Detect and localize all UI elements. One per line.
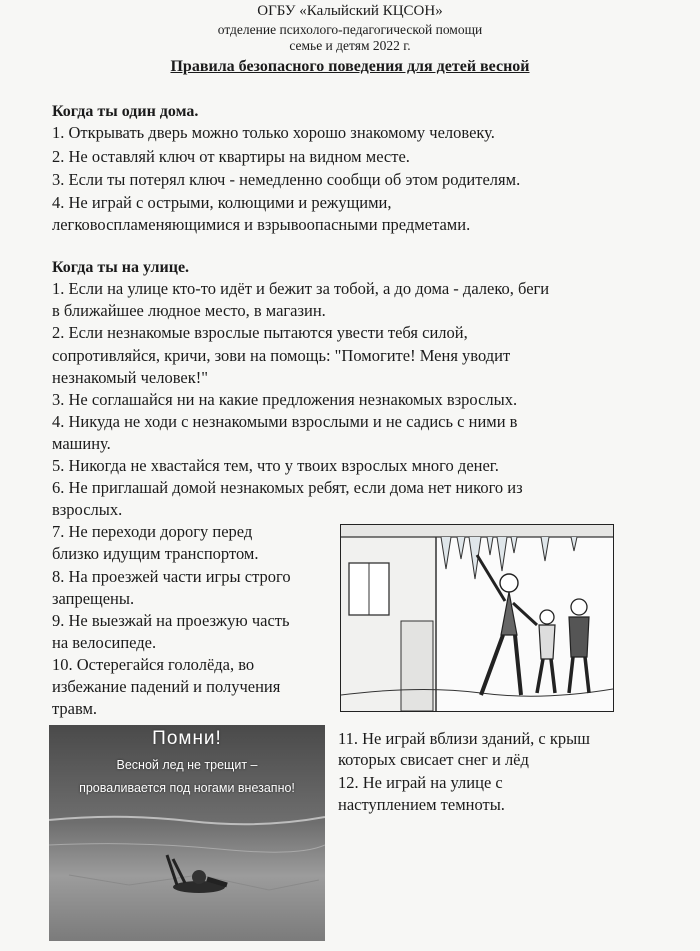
home-rule-line: 1. Открывать дверь можно только хорошо знакомому человеку. <box>52 123 495 142</box>
street-rule-line: в ближайшее людное место, в магазин. <box>52 301 326 320</box>
street-rule-line: 2. Если незнакомые взрослые пытаются увести тебя силой, <box>52 323 468 342</box>
children-icicles-illustration <box>340 524 614 712</box>
street-rule-line: запрещены. <box>52 589 135 608</box>
home-rule-line: легковоспламеняющимися и взрывоопасными предметами. <box>52 215 471 234</box>
photo-caption-line2: проваливается под ногами внезапно! <box>79 781 295 795</box>
photo-caption-line1: Весной лед не трещит – <box>116 758 258 772</box>
photo-title: Помни! <box>152 728 222 749</box>
street-rule-line: 3. Не соглашайся ни на какие предложения незнакомых взрослых. <box>52 390 518 409</box>
street-rule-line: взрослых. <box>52 500 123 519</box>
street-rule-line: наступлением темноты. <box>338 795 505 814</box>
document-title: Правила безопасного поведения для детей весной <box>170 58 530 75</box>
street-rule-line: машину. <box>52 434 111 453</box>
home-rule-line: 3. Если ты потерял ключ - немедленно сообщи об этом родителям. <box>52 170 521 189</box>
street-rule-line: 8. На проезжей части игры строго <box>52 567 291 586</box>
street-rule-line: сопротивляйся, кричи, зови на помощь: "Помогите! Меня уводит <box>52 346 511 365</box>
street-rule-line: 11. Не играй вблизи зданий, с крыш <box>338 729 590 748</box>
street-rule-line: 7. Не переходи дорогу перед <box>52 522 253 541</box>
street-rule-line: 1. Если на улице кто-то идёт и бежит за тобой, а до дома - далеко, беги <box>52 279 550 298</box>
street-rule-line: избежание падений и получения <box>52 677 281 696</box>
street-rule-line: 9. Не выезжай на проезжую часть <box>52 611 290 630</box>
street-rule-line: 4. Никуда не ходи с незнакомыми взрослыми и не садись с ними в <box>52 412 518 431</box>
illustration-drawing <box>341 525 613 711</box>
street-rule-line: 12. Не играй на улице с <box>338 773 503 792</box>
street-section-heading: Когда ты на улице. <box>52 259 190 276</box>
home-rule-line: 4. Не играй с острыми, колющими и режущими, <box>52 193 392 212</box>
street-rule-line: 10. Остерегайся гололёда, во <box>52 655 255 674</box>
street-rule-line: 6. Не приглашай домой незнакомых ребят, если дома нет никого из <box>52 478 523 497</box>
street-rule-line: незнакомый человек!" <box>52 368 208 387</box>
street-rule-line: 5. Никогда не хвастайся тем, что у твоих взрослых много денег. <box>52 456 499 475</box>
home-rule-line: 2. Не оставляй ключ от квартиры на видном месте. <box>52 147 410 166</box>
home-section-heading: Когда ты один дома. <box>52 103 199 120</box>
street-rule-line: на велосипеде. <box>52 633 157 652</box>
department-line-1: отделение психолого-педагогической помощи <box>217 22 483 37</box>
street-rule-line: травм. <box>52 699 98 718</box>
street-rule-line: которых свисает снег и лёд <box>338 750 529 769</box>
department-line-2: семье и детям 2022 г. <box>289 38 411 53</box>
org-name: ОГБУ «Калыйский КЦСОН» <box>257 3 443 19</box>
street-rule-line: близко идущим транспортом. <box>52 544 259 563</box>
thin-ice-photo <box>49 725 325 941</box>
